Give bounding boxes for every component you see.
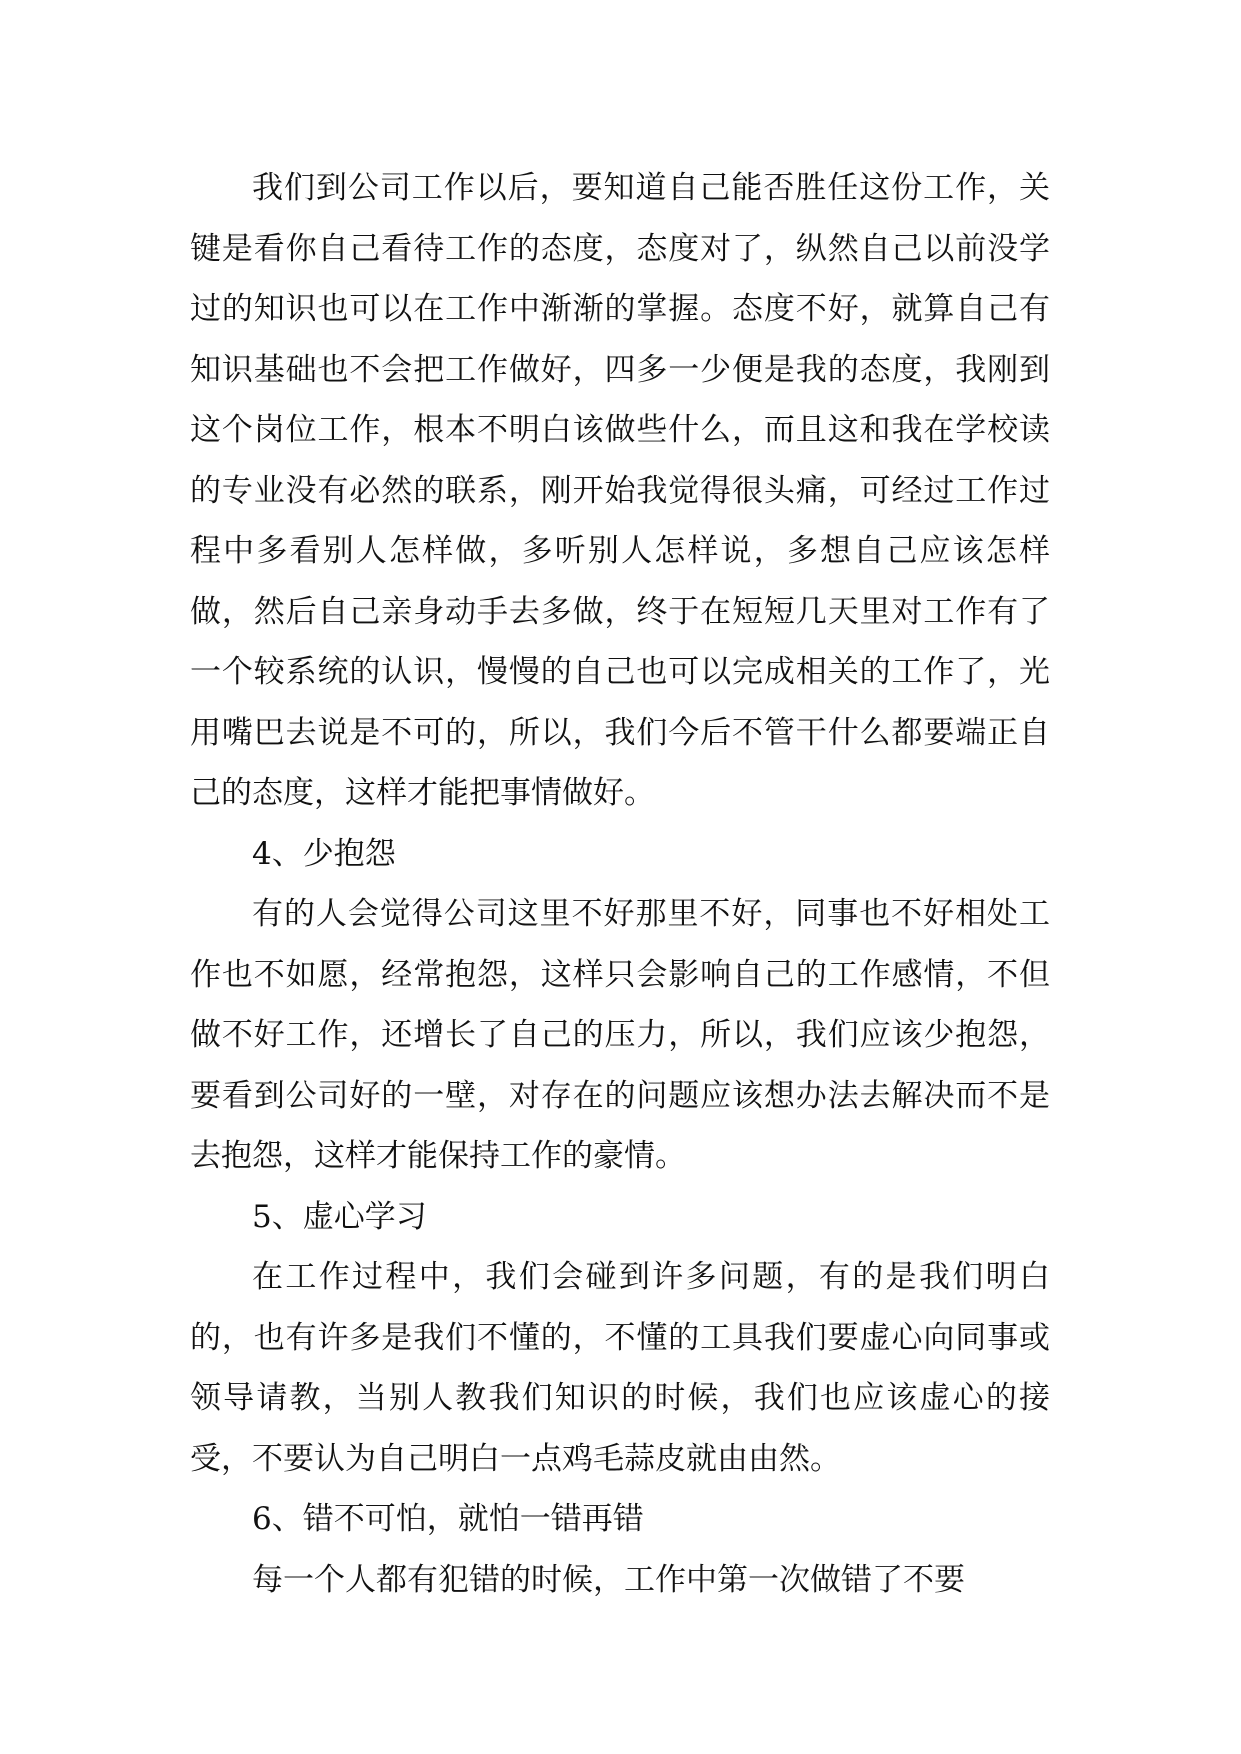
document-body xyxy=(190,158,1050,1610)
paragraph-mistakes: 每一个人都有犯错的时候，工作中第一次做错了不要 xyxy=(252,1561,965,1598)
paragraph-humble-learning: 在工作过程中，我们会碰到许多问题，有的是我们明白的，也有许多是我们不懂的，不懂的工具我们要虚心向同事或领导请教，当别人教我们知识的时候，我们也应该虚心的接受，不要认为自己明白一点鸡毛蒜皮就由由然。 xyxy=(190,1259,1050,1477)
section-heading-5: 5、虚心学习 xyxy=(252,1198,427,1235)
paragraph-complain-less: 有的人会觉得公司这里不好那里不好，同事也不好相处工作也不如愿，经常抱怨，这样只会影响自己的工作感情，不但做不好工作，还增长了自己的压力，所以，我们应该少抱怨，要看到公司好的一壁，对存在的问题应该想办法去解决而不是去抱怨，这样才能保持工作的豪情。 xyxy=(190,896,1050,1174)
section-heading-4: 4、少抱怨 xyxy=(252,835,396,872)
paragraph-attitude: 我们到公司工作以后，要知道自己能否胜任这份工作，关键是看你自己看待工作的态度，态度对了，纵然自己以前没学过的知识也可以在工作中渐渐的掌握。态度不好，就算自己有知识基础也不会把工作做好，四多一少便是我的态度，我刚到这个岗位工作，根本不明白该做些什么，而且这和我在学校读的专业没有必然的联系，刚开始我觉得很头痛，可经过工作过程中多看别人怎样做，多听别人怎样说，多想自己应该怎样做，然后自己亲身动手去多做，终于在短短几天里对工作有了一个较系统的认识，慢慢的自己也可以完成相关的工作了，光用嘴巴去说是不可的，所以，我们今后不管干什么都要端正自己的态度，这样才能把事情做好。 xyxy=(190,170,1050,811)
section-heading-6: 6、错不可怕，就怕一错再错 xyxy=(252,1501,644,1537)
